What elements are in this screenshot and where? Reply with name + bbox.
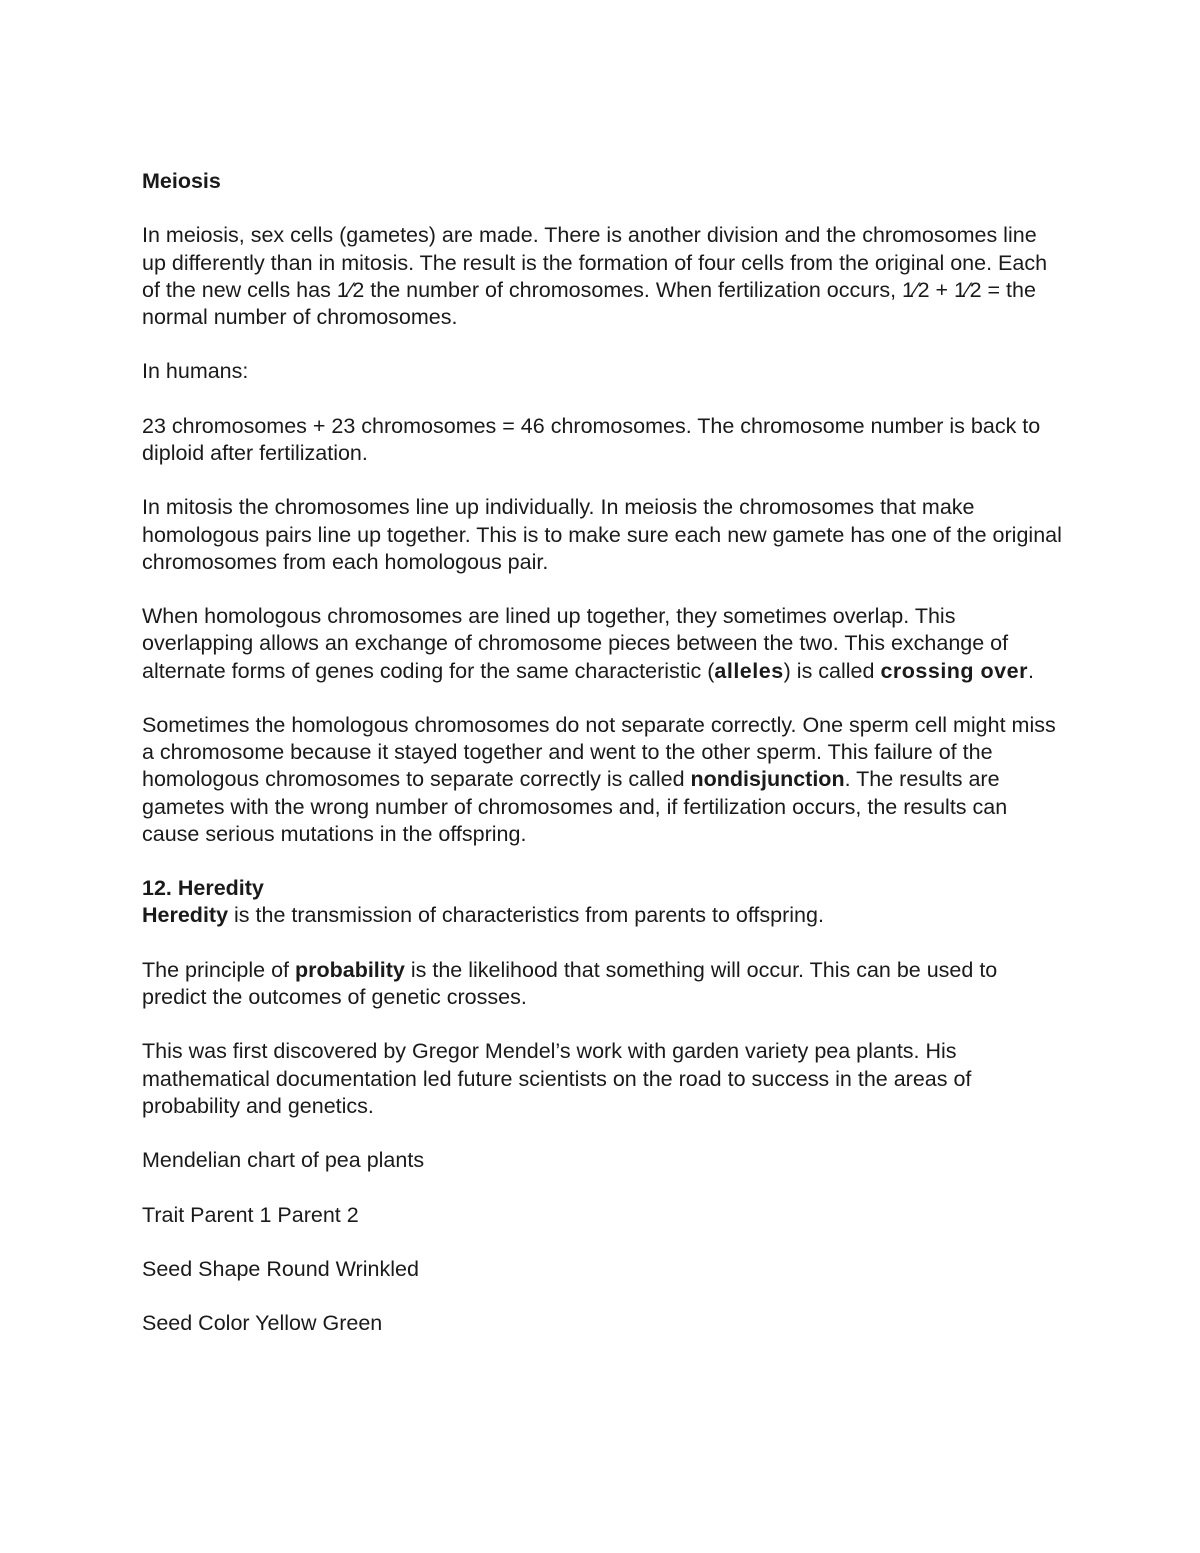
paragraph-mitosis-vs-meiosis: In mitosis the chromosomes line up individually. In meiosis the chromosomes that make homologous pairs line up together. This is to make sure each new gamete has one of the original chromosomes from each homologous pair. [142,495,1062,574]
paragraph-mendelian-chart-title: Mendelian chart of pea plants [142,1148,425,1173]
term-crossing-over: crossing over [880,658,1028,683]
paragraph-seed-color: Seed Color Yellow Green [142,1311,383,1336]
term-probability: probability [294,957,405,982]
paragraph-seed-shape: Seed Shape Round Wrinkled [142,1256,419,1281]
crossing-over-text-3: . [1027,658,1034,683]
heredity-heading: 12. Heredity [142,876,264,901]
paragraph-mendel: This was first discovered by Gregor Mendel’s work with garden variety pea plants. His mathematical documentation led future scientists on the road to success in the areas of probability and genetics. [142,1039,972,1118]
document-body [142,168,1062,1365]
term-heredity: Heredity [142,903,229,928]
paragraph-heredity-definition [142,902,1062,929]
crossing-over-text-2: ) is called [783,658,881,683]
probability-text-2: is the likelihood that something will occur. This can be used to predict the outcomes of genetic crosses. [142,957,998,1009]
heredity-definition-text: is the transmission of characteristics from parents to offspring. [228,903,824,928]
meiosis-heading: Meiosis [142,169,221,193]
probability-text-1: The principle of [142,957,295,982]
term-alleles: alleles [714,658,784,683]
term-nondisjunction: nondisjunction [690,767,845,792]
nondisjunction-text-2: . The results are gametes with the wrong number of chromosomes and, if fertilization occurs, the results can cause serious mutations in the offspring. [142,767,1008,846]
paragraph-chart-header: Trait Parent 1 Parent 2 [142,1202,359,1227]
paragraph-chromosome-count: 23 chromosomes + 23 chromosomes = 46 chromosomes. The chromosome number is back to diploid after fertilization. [142,413,1041,465]
nondisjunction-text-1: Sometimes the homologous chromosomes do not separate correctly. One sperm cell might miss a chromosome because it stayed together and went to the other sperm. This failure of the homologous chromosomes to separate correctly is called [142,712,1056,792]
paragraph-meiosis-intro: In meiosis, sex cells (gametes) are made. There is another division and the chromosomes line up differently than in mitosis. The result is the formation of four cells from the original one. Each of the new cells has 1⁄2 the number of chromosomes. When fertilization occurs, 1⁄2 + 1⁄2 = the normal number of chromosomes. [142,223,1048,329]
paragraph-probability [142,957,1062,1011]
crossing-over-text-1: When homologous chromosomes are lined up together, they sometimes overlap. This overlapping allows an exchange of chromosome pieces between the two. This exchange of alternate forms of genes coding for the same characteristic ( [142,604,1009,683]
paragraph-in-humans: In humans: [142,359,249,384]
paragraph-crossing-over [142,603,1062,685]
paragraph-nondisjunction [142,712,1062,848]
